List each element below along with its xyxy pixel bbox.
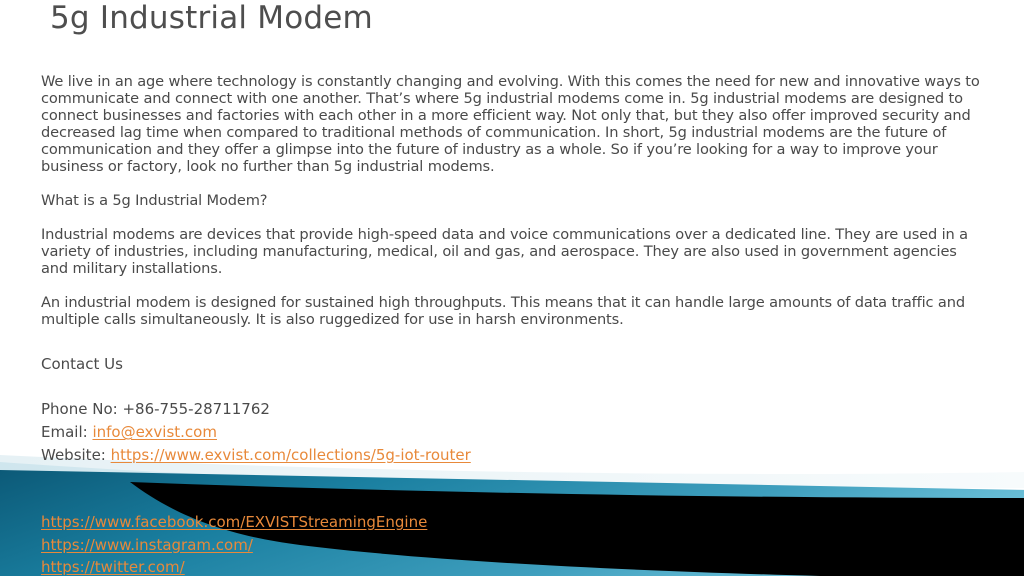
email-label: Email: bbox=[41, 423, 93, 441]
page-title: 5g Industrial Modem bbox=[50, 0, 373, 36]
definition-paragraph: Industrial modems are devices that provide high-speed data and voice communications over a dedicated line. They are used in a variety of industries, including manufacturing, medical, oil and gas, and aerospace. They are also used in government agencies and military installations. bbox=[41, 226, 968, 277]
ruggedized-paragraph: An industrial modem is designed for sustained high throughputs. This means that it can handle large amounts of data traffic and multiple calls simultaneously. It is also ruggedized for use in harsh environments. bbox=[41, 294, 965, 328]
intro-paragraph: We live in an age where technology is constantly changing and evolving. With this comes the need for new and innovative ways to communicate and connect with one another. That’s where 5g industrial modems come in. 5g industrial modems are designed to connect businesses and factories with each other in a more efficient way. Not only that, but they also offer improved security and decreased lag time when compared to traditional methods of communication. In short, 5g industrial modems are the future of communication and they offer a glimpse into the future of industry as a whole. So if you’re looking for a way to improve your business or factory, look no further than 5g industrial modems. bbox=[41, 73, 980, 175]
website-link[interactable]: https://www.exvist.com/collections/5g-iot-router bbox=[110, 446, 471, 464]
facebook-row bbox=[41, 513, 427, 531]
instagram-row bbox=[41, 536, 253, 554]
website-line bbox=[41, 446, 471, 464]
question-heading: What is a 5g Industrial Modem? bbox=[41, 192, 268, 209]
phone-line bbox=[41, 400, 270, 418]
website-label: Website: bbox=[41, 446, 111, 464]
email-line bbox=[41, 423, 217, 441]
twitter-row bbox=[41, 558, 185, 576]
facebook-link[interactable]: https://www.facebook.com/EXVISTStreamingEngine bbox=[41, 513, 428, 531]
phone-number: +86-755-28711762 bbox=[122, 400, 270, 418]
body-content bbox=[41, 73, 986, 328]
instagram-link[interactable]: https://www.instagram.com/ bbox=[41, 536, 253, 554]
contact-heading: Contact Us bbox=[41, 355, 123, 373]
twitter-link[interactable]: https://twitter.com/ bbox=[41, 558, 185, 576]
email-link[interactable]: info@exvist.com bbox=[92, 423, 217, 441]
phone-label: Phone No: bbox=[41, 400, 123, 418]
